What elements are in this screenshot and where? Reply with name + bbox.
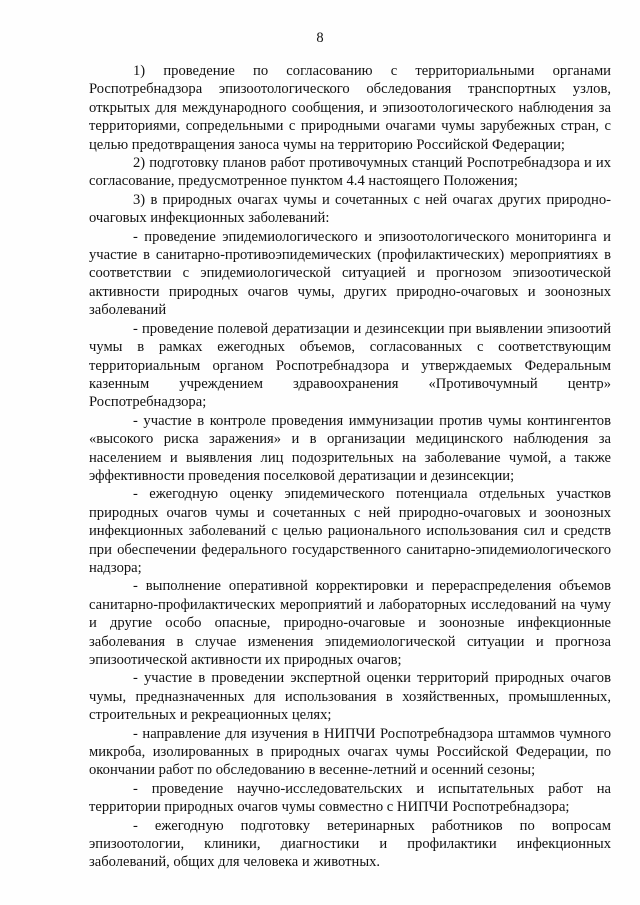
paragraph-epidemic-potential: - ежегодную оценку эпидемического потенциала отдельных участков природных очагов чумы и сочетанных с ней природно-очаговых и зоонозных инфекционных заболеваний с целью рационального использования сил и средств при обеспечении федерального государственного санитарно-эпидемиологического надзора; bbox=[89, 486, 611, 576]
paragraph-immunization-control: - участие в контроле проведения иммунизации против чумы контингентов «высокого риска заражения» и в организации медицинского наблюдения за населением и выявления лиц подозрительных на заболевание чумой, а также эффективности проведения поселковой дератизации и дезинсекции; bbox=[89, 412, 611, 484]
paragraph-expert-assessment: - участие в проведении экспертной оценки территорий природных очагов чумы, предназначенных для использования в хозяйственных, промышленных, строительных и рекреационных целях; bbox=[89, 670, 611, 724]
paragraph-item-1-transport-nodes: 1) проведение по согласованию с территориальными органами Роспотребнадзора эпизоотологического обследования транспортных узлов, открытых для международного сообщения, и эпизоотологического наблюдения за территориями, сопредельными с природными очагами чумы зарубежных стран, с целью предотвращения заноса чумы на территорию Российской Федерации; bbox=[89, 63, 611, 153]
paragraph-item-2-work-plans: 2) подготовку планов работ противочумных станций Роспотребнадзора и их согласование, предусмотренное пунктом 4.4 настоящего Положения; bbox=[89, 155, 611, 190]
paragraph-monitoring: - проведение эпидемиологического и эпизоотологического мониторинга и участие в санитарно-противоэпидемических (профилактических) мероприятиях в соответствии с эпидемиологической ситуацией и прогнозом эпизоотической активности природных очагов чумы, других природно-очаговых и зоонозных заболеваний bbox=[89, 228, 611, 319]
paragraph-operational-adjustment: - выполнение оперативной корректировки и перераспределения объемов санитарно-профилактических мероприятий и лабораторных исследований на чуму и другие особо опасные, природно-очаговые и зоонозные инфекционные заболевания в случае изменения эпидемиологической ситуации и прогноза эпизоотической активности их природных очагов; bbox=[89, 578, 611, 668]
paragraph-item-3-natural-foci: 3) в природных очагах чумы и сочетанных с ней очагах других природно-очаговых инфекционных заболеваний: bbox=[89, 191, 611, 227]
paragraph-veterinary-training: - ежегодную подготовку ветеринарных работников по вопросам эпизоотологии, клиники, диагностики и профилактики инфекционных заболеваний, общих для человека и животных. bbox=[89, 817, 611, 871]
document-body bbox=[89, 62, 611, 872]
paragraph-research-work: - проведение научно-исследовательских и испытательных работ на территории природных очагов чумы совместно с НИПЧИ Роспотребнадзора; bbox=[89, 780, 611, 816]
paragraph-strain-referral: - направление для изучения в НИПЧИ Роспотребнадзора штаммов чумного микроба, изолированных в природных очагах чумы Российской Федерации, по окончании работ по обследованию в весенне-летний и осенний сезоны; bbox=[89, 725, 611, 779]
paragraph-deratization: - проведение полевой дератизации и дезинсекции при выявлении эпизоотий чумы в рамках ежегодных объемов, согласованных с соответствующим территориальным органом Роспотребнадзора и утверждаемых Федеральным казенным учреждением здравоохранения «Противочумный центр» Роспотребнадзора; bbox=[89, 320, 611, 411]
page-number: 8 bbox=[316, 30, 324, 46]
